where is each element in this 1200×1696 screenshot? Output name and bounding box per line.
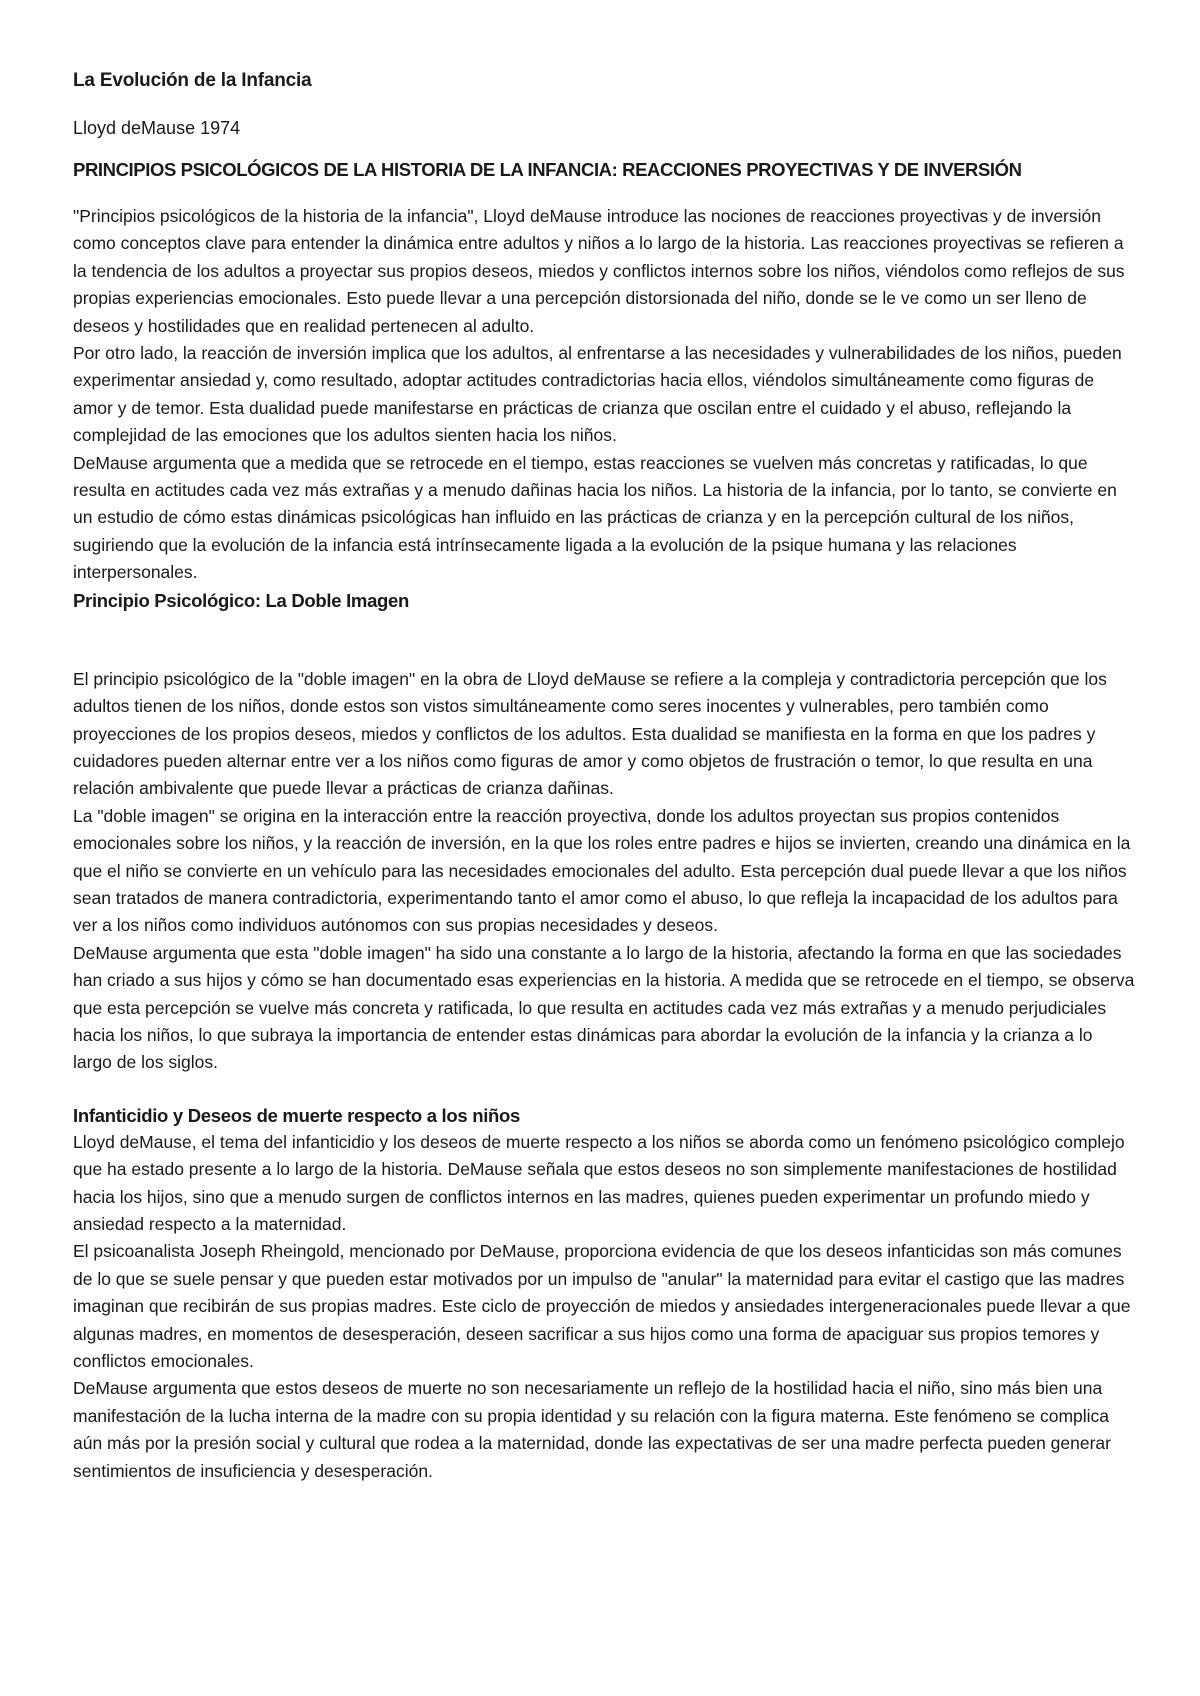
section-body-doble-imagen <box>73 666 1135 1077</box>
section-body-principios <box>73 203 1135 587</box>
paragraph: DeMause argumenta que esta "doble imagen" ha sido una constante a lo largo de la historia, afectando la forma en que las sociedades han criado a sus hijos y cómo se han documentado esas experiencias en la historia. A medida que se retrocede en el tiempo, se observa que esta percepción se vuelve más concreta y ratificada, lo que resulta en actitudes cada vez más extrañas y a menudo perjudiciales hacia los niños, lo que subraya la importancia de entender estas dinámicas para abordar la evolución de la infancia y la crianza a lo largo de los siglos. <box>73 942 1135 1073</box>
section-heading-infanticidio: Infanticidio y Deseos de muerte respecto a los niños <box>73 1104 521 1126</box>
paragraph: Por otro lado, la reacción de inversión implica que los adultos, al enfrentarse a las necesidades y vulnerabilidades de los niños, pueden experimentar ansiedad y, como resultado, adoptar actitudes contradictorias hacia ellos, viéndolos simultáneamente como figuras de amor y de temor. Esta dualidad puede manifestarse en prácticas de crianza que oscilan entre el cuidado y el abuso, reflejando la complejidad de las emociones que los adultos sienten hacia los niños. <box>73 343 1122 446</box>
paragraph: DeMause argumenta que estos deseos de muerte no son necesariamente un reflejo de la hostilidad hacia el niño, sino más bien una manifestación de la lucha interna de la madre con su propia identidad y su relación con la figura materna. Este fenómeno se complica aún más por la presión social y cultural que rodea a la maternidad, donde las expectativas de ser una madre perfecta pueden generar sentimientos de insuficiencia y desesperación. <box>73 1378 1111 1481</box>
paragraph: DeMause argumenta que a medida que se retrocede en el tiempo, estas reacciones se vuelven más concretas y ratificadas, lo que resulta en actitudes cada vez más extrañas y a menudo dañinas hacia los niños. La historia de la infancia, por lo tanto, se convierte en un estudio de cómo estas dinámicas psicológicas han influido en las prácticas de crianza y en la percepción cultural de los niños, sugiriendo que la evolución de la infancia está intrínsecamente ligada a la evolución de la psique humana y las relaciones interpersonales. <box>73 452 1117 583</box>
document-page <box>73 70 1135 1485</box>
section-heading-principios: PRINCIPIOS PSICOLÓGICOS DE LA HISTORIA DE LA INFANCIA: REACCIONES PROYECTIVAS Y DE INVERSIÓN <box>73 159 1022 180</box>
paragraph: "Principios psicológicos de la historia de la infancia", Lloyd deMause introduce las nociones de reacciones proyectivas y de inversión como conceptos clave para entender la dinámica entre adultos y niños a lo largo de la historia. Las reacciones proyectivas se refieren a la tendencia de los adultos a proyectar sus propios deseos, miedos y conflictos internos sobre los niños, viéndolos como reflejos de sus propias experiencias emocionales. Esto puede llevar a una percepción distorsionada del niño, donde se le ve como un ser lleno de deseos y hostilidades que en realidad pertenecen al adulto. <box>73 206 1125 336</box>
author-line: Lloyd deMause 1974 <box>73 118 241 138</box>
section-body-infanticidio <box>73 1129 1135 1485</box>
document-title: La Evolución de la Infancia <box>73 70 312 91</box>
section-heading-doble-imagen: Principio Psicológico: La Doble Imagen <box>73 589 410 611</box>
paragraph: La "doble imagen" se origina en la interacción entre la reacción proyectiva, donde los adultos proyectan sus propios contenidos emocionales sobre los niños, y la reacción de inversión, en la que los roles entre padres e hijos se invierten, creando una dinámica en la que el niño se convierte en un vehículo para las necesidades emocionales del adulto. Esta percepción dual puede llevar a que los niños sean tratados de manera contradictoria, experimentando tanto el amor como el abuso, lo que refleja la incapacidad de los adultos para ver a los niños como individuos autónomos con sus propias necesidades y deseos. <box>73 805 1131 936</box>
paragraph: El principio psicológico de la "doble imagen" en la obra de Lloyd deMause se refiere a la compleja y contradictoria percepción que los adultos tienen de los niños, donde estos son vistos simultáneamente como seres inocentes y vulnerables, pero también como proyecciones de los propios deseos, miedos y conflictos de los adultos. Esta dualidad se manifiesta en la forma en que los padres y cuidadores pueden alternar entre ver a los niños como figuras de amor y como objetos de frustración o temor, lo que resulta en una relación ambivalente que puede llevar a prácticas de crianza dañinas. <box>73 668 1107 799</box>
paragraph: El psicoanalista Joseph Rheingold, mencionado por DeMause, proporciona evidencia de que los deseos infanticidas son más comunes de lo que se suele pensar y que pueden estar motivados por un impulso de "anular" la maternidad para evitar el castigo que las madres imaginan que recibirán de sus propias madres. Este ciclo de proyección de miedos y ansiedades intergeneracionales puede llevar a que algunas madres, en momentos de desesperación, deseen sacrificar a sus hijos como una forma de apaciguar sus propios temores y conflictos emocionales. <box>73 1241 1131 1372</box>
paragraph: Lloyd deMause, el tema del infanticidio y los deseos de muerte respecto a los niños se aborda como un fenómeno psicológico complejo que ha estado presente a lo largo de la historia. DeMause señala que estos deseos no son simplemente manifestaciones de hostilidad hacia los hijos, sino que a menudo surgen de conflictos internos en las madres, quienes pueden experimentar un profundo miedo y ansiedad respecto a la maternidad. <box>73 1131 1125 1234</box>
